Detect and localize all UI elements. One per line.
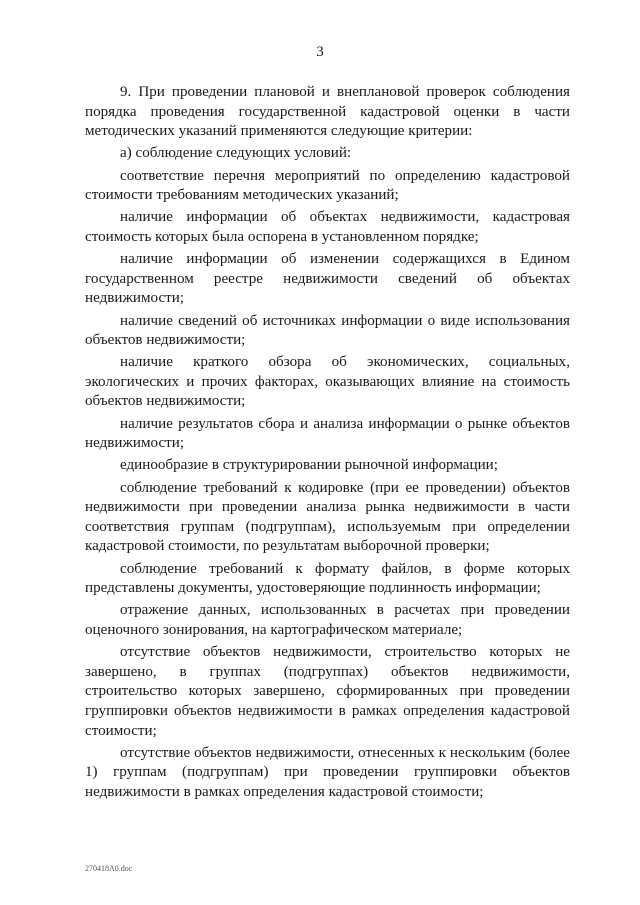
paragraph-criterion: отражение данных, использованных в расчетах при проведении оценочного зонирования, на картографическом материале; (85, 602, 570, 638)
paragraph-conditions-heading: а) соблюдение следующих условий: (120, 145, 352, 162)
paragraph-criteria-intro: 9. При проведении плановой и внеплановой проверок соблюдения порядка проведения государственной кадастровой оценки в части методических указаний применяются следующие критерии: (85, 84, 570, 140)
paragraph-criterion: наличие информации об изменении содержащихся в Едином государственном реестре недвижимости сведений об объектах недвижимости; (85, 251, 570, 307)
paragraph-criterion: отсутствие объектов недвижимости, отнесенных к нескольким (более 1) группам (подгруппам) при проведении группировки объектов недвижимости в рамках определения кадастровой стоимости; (85, 744, 570, 800)
document-body (85, 83, 570, 805)
paragraph-criterion: соответствие перечня мероприятий по определению кадастровой стоимости требованиям методических указаний; (85, 167, 570, 204)
footer-file-code: 270418A0.doc (85, 864, 133, 873)
paragraph-criterion: единообразие в структурировании рыночной информации; (120, 457, 498, 474)
paragraph-criterion: наличие сведений об источниках информации о виде использования объектов недвижимости; (85, 312, 570, 349)
paragraph-criterion: отсутствие объектов недвижимости, строительство которых не завершено, в группах (подгруппах) объектов недвижимости, строительство которых завершено, сформированных при проведении группировки объектов недвижимости в рамках определения кадастровой стоимости; (85, 644, 570, 739)
paragraph-criterion: наличие краткого обзора об экономических, социальных, экологических и прочих факторах, оказывающих влияние на стоимость объектов недвижимости; (85, 354, 570, 410)
paragraph-criterion: соблюдение требований к кодировке (при ее проведении) объектов недвижимости при проведении анализа рынка недвижимости в части соответствия группам (подгруппам), используемым при определении кадастровой стоимости, по результатам выборочной проверки; (85, 479, 570, 555)
page-number: 3 (316, 44, 324, 60)
paragraph-criterion: наличие информации об объектах недвижимости, кадастровая стоимость которых была оспорена в установленном порядке; (85, 209, 570, 245)
paragraph-criterion: соблюдение требований к формату файлов, в форме которых представлены документы, удостоверяющие подлинность информации; (85, 560, 570, 597)
paragraph-criterion: наличие результатов сбора и анализа информации о рынке объектов недвижимости; (85, 415, 570, 452)
